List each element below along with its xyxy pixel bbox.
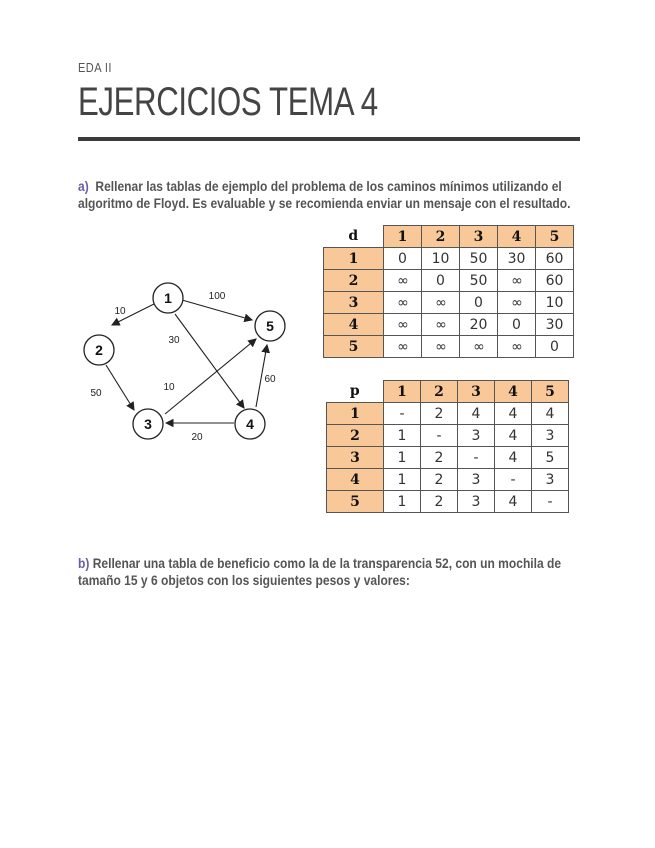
table-p-col-header: 3 bbox=[458, 381, 495, 403]
table-d-cell: ∞ bbox=[460, 336, 498, 358]
weight-1-4: 30 bbox=[168, 335, 180, 346]
page-title: EJERCICIOS TEMA 4 bbox=[78, 80, 378, 124]
table-p-corner: p bbox=[327, 381, 384, 403]
table-p-row bbox=[327, 447, 569, 469]
table-d-col-header: 3 bbox=[460, 226, 498, 248]
exercise-a-line1: Rellenar las tablas de ejemplo del problema de los caminos mínimos utilizando el bbox=[95, 178, 562, 194]
node-label-3: 3 bbox=[144, 416, 152, 432]
table-p-cell: 4 bbox=[495, 447, 532, 469]
table-d-row-header: 5 bbox=[324, 336, 384, 358]
table-d-cell: 10 bbox=[422, 248, 460, 270]
table-d-cell: ∞ bbox=[422, 314, 460, 336]
table-d-corner: d bbox=[324, 226, 384, 248]
table-p-row-header: 4 bbox=[327, 469, 384, 491]
table-p-row bbox=[327, 425, 569, 447]
node-label-5: 5 bbox=[266, 318, 274, 334]
distance-matrix-d bbox=[323, 225, 574, 358]
exercise-b-text bbox=[78, 555, 561, 589]
table-p-cell: 2 bbox=[421, 403, 458, 425]
table-p-cell: 3 bbox=[458, 491, 495, 513]
course-label: EDA II bbox=[78, 60, 112, 75]
table-d-cell: ∞ bbox=[422, 336, 460, 358]
weight-1-5: 100 bbox=[208, 291, 226, 302]
exercise-b-line1: Rellenar una tabla de beneficio como la de la transparencia 52, con un mochila de bbox=[92, 555, 562, 571]
table-p-cell: 3 bbox=[532, 425, 569, 447]
table-d-row-header: 4 bbox=[324, 314, 384, 336]
exercise-b-tag: b) bbox=[78, 555, 90, 571]
title-divider bbox=[78, 137, 580, 141]
table-d-cell: 10 bbox=[536, 292, 574, 314]
table-d-row-header: 3 bbox=[324, 292, 384, 314]
table-p-cell: 1 bbox=[384, 425, 421, 447]
table-p-cell: 1 bbox=[384, 469, 421, 491]
table-p-cell: - bbox=[384, 403, 421, 425]
weight-3-5: 10 bbox=[163, 382, 175, 393]
table-d-cell: ∞ bbox=[384, 270, 422, 292]
table-d-row bbox=[324, 292, 574, 314]
table-p-cell: 2 bbox=[421, 469, 458, 491]
table-p-cell: - bbox=[532, 491, 569, 513]
edge-3-5 bbox=[165, 339, 256, 414]
exercise-a-text bbox=[78, 178, 570, 212]
table-p-cell: - bbox=[458, 447, 495, 469]
table-p-col-header: 1 bbox=[384, 381, 421, 403]
table-p-cell: 3 bbox=[532, 469, 569, 491]
table-d-row-header: 2 bbox=[324, 270, 384, 292]
table-p-cell: - bbox=[421, 425, 458, 447]
table-p-cell: 4 bbox=[458, 403, 495, 425]
table-p-cell: 2 bbox=[421, 447, 458, 469]
edge-1-4 bbox=[175, 314, 244, 408]
table-d-col-header: 1 bbox=[384, 226, 422, 248]
weight-1-2: 10 bbox=[114, 306, 126, 317]
table-d-row bbox=[324, 270, 574, 292]
table-p-cell: 4 bbox=[532, 403, 569, 425]
exercise-a-line2: algoritmo de Floyd. Es evaluable y se recomienda enviar un mensaje con el resultado. bbox=[78, 195, 571, 211]
table-d-cell: ∞ bbox=[422, 292, 460, 314]
table-p-row-header: 2 bbox=[327, 425, 384, 447]
table-d-cell: ∞ bbox=[384, 314, 422, 336]
weight-4-3: 20 bbox=[191, 432, 203, 443]
table-p-row-header: 3 bbox=[327, 447, 384, 469]
table-d-cell: 0 bbox=[460, 292, 498, 314]
table-p-row bbox=[327, 469, 569, 491]
table-p-col-header: 4 bbox=[495, 381, 532, 403]
table-d-row bbox=[324, 248, 574, 270]
exercise-b-line2: tamaño 15 y 6 objetos con los siguientes pesos y valores: bbox=[78, 572, 410, 588]
table-p-cell: 2 bbox=[421, 491, 458, 513]
table-d-col-header: 2 bbox=[422, 226, 460, 248]
table-p-cell: 3 bbox=[458, 425, 495, 447]
weight-4-5: 60 bbox=[264, 374, 276, 385]
table-d-row-header: 1 bbox=[324, 248, 384, 270]
table-p-cell: 1 bbox=[384, 491, 421, 513]
node-label-4: 4 bbox=[246, 416, 254, 432]
table-d-col-header: 5 bbox=[536, 226, 574, 248]
table-d-cell: 50 bbox=[460, 270, 498, 292]
table-d-cell: 50 bbox=[460, 248, 498, 270]
table-p-cell: 5 bbox=[532, 447, 569, 469]
table-p-row bbox=[327, 403, 569, 425]
edge-1-5 bbox=[182, 300, 252, 320]
table-d-cell: 0 bbox=[422, 270, 460, 292]
table-p-col-header: 2 bbox=[421, 381, 458, 403]
table-d-cell: 60 bbox=[536, 270, 574, 292]
table-d-cell: ∞ bbox=[498, 270, 536, 292]
table-d-cell: 30 bbox=[536, 314, 574, 336]
table-d-cell: 30 bbox=[498, 248, 536, 270]
table-d-cell: 0 bbox=[384, 248, 422, 270]
table-d-cell: ∞ bbox=[498, 292, 536, 314]
table-p-row-header: 5 bbox=[327, 491, 384, 513]
node-label-1: 1 bbox=[164, 290, 172, 306]
floyd-graph-diagram bbox=[70, 270, 300, 450]
table-d-cell: 60 bbox=[536, 248, 574, 270]
table-d-cell: ∞ bbox=[384, 292, 422, 314]
table-p-cell: 4 bbox=[495, 491, 532, 513]
table-p-col-header: 5 bbox=[532, 381, 569, 403]
edge-2-3 bbox=[106, 365, 134, 410]
table-p-cell: 4 bbox=[495, 403, 532, 425]
table-d-cell: 0 bbox=[536, 336, 574, 358]
table-p-row-header: 1 bbox=[327, 403, 384, 425]
table-p-cell: 3 bbox=[458, 469, 495, 491]
table-d-cell: 20 bbox=[460, 314, 498, 336]
table-p-cell: 4 bbox=[495, 425, 532, 447]
table-d-row bbox=[324, 336, 574, 358]
table-d-row bbox=[324, 314, 574, 336]
table-p-row bbox=[327, 491, 569, 513]
table-p-cell: - bbox=[495, 469, 532, 491]
table-d-col-header: 4 bbox=[498, 226, 536, 248]
table-d-cell: ∞ bbox=[384, 336, 422, 358]
weight-2-3: 50 bbox=[90, 388, 102, 399]
table-d-cell: 0 bbox=[498, 314, 536, 336]
table-d-cell: ∞ bbox=[498, 336, 536, 358]
exercise-a-tag: a) bbox=[78, 178, 89, 194]
table-p-cell: 1 bbox=[384, 447, 421, 469]
path-matrix-p bbox=[326, 380, 569, 513]
node-label-2: 2 bbox=[95, 342, 103, 358]
